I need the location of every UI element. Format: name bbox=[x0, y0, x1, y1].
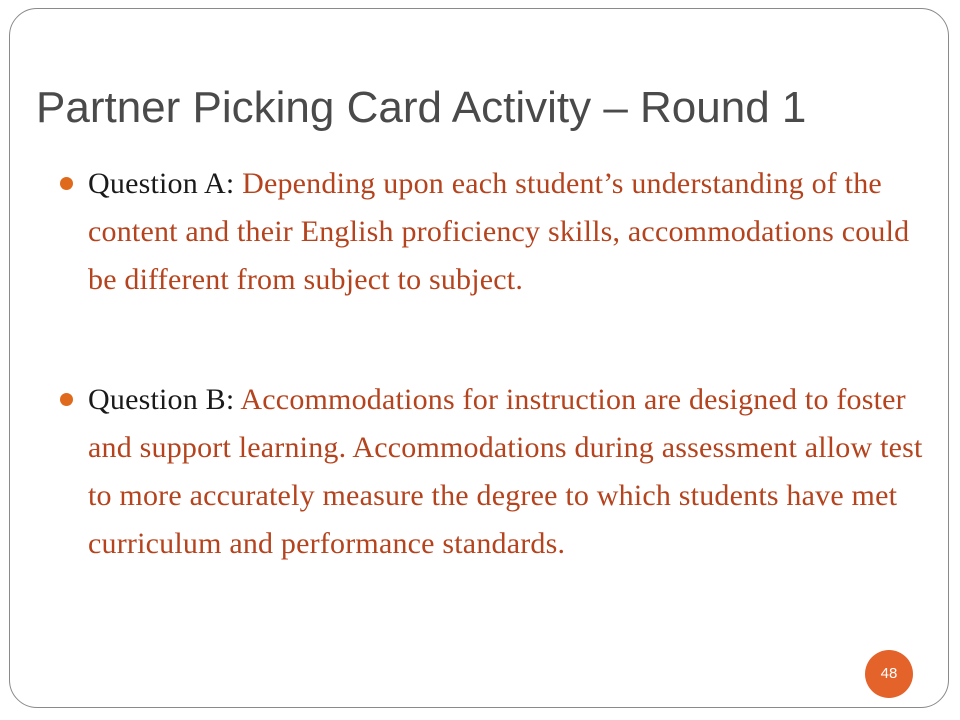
question-a-label: Question A: bbox=[88, 167, 243, 200]
bullet-item-question-a bbox=[60, 160, 940, 304]
bullet-item-question-b bbox=[60, 376, 940, 568]
bullet-list bbox=[60, 160, 940, 568]
question-a-answer: Depending upon each student’s understanding of the content and their English proficiency skills, accommodations could be different from subject to subject. bbox=[88, 167, 910, 296]
bullet-dot-icon bbox=[60, 393, 73, 406]
question-b-label: Question B: bbox=[88, 383, 241, 416]
bullet-dot-icon bbox=[60, 177, 73, 190]
slide-title: Partner Picking Card Activity – Round 1 bbox=[36, 83, 807, 132]
page-number-badge: 48 bbox=[865, 650, 913, 698]
question-b-answer: Accommodations for instruction are designed to foster and support learning. Accommodations during assessment allow test to more accurately measure the degree to which students have met curriculum and performance standards. bbox=[88, 383, 923, 560]
